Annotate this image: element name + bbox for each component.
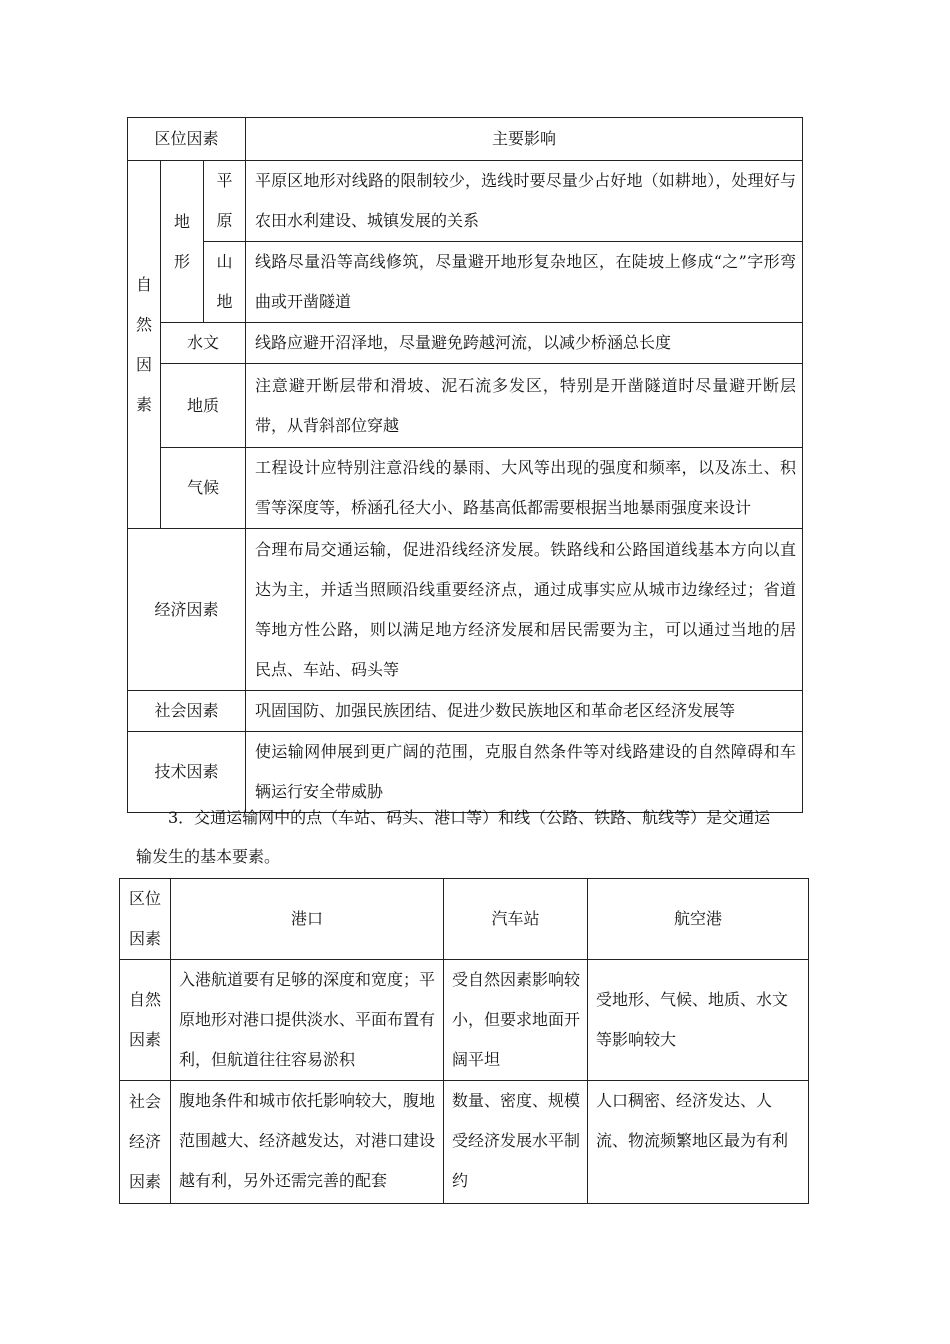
natural-factors-label: 自然 因素 bbox=[120, 960, 171, 1081]
economic-text: 合理布局交通运输，促进沿线经济发展。铁路线和公路国道线基本方向以直达为主，并适当照顾沿线重要经济点，通过成事实应从城市边缘经过；省道等地方性公路，则以满足地方经济发展和居民需要为主，可以通过当地的居民点、车站、码头等 bbox=[246, 529, 803, 691]
natural-port: 入港航道要有足够的深度和宽度；平原地形对港口提供淡水、平面布置有利，但航道往往容易淤积 bbox=[171, 960, 444, 1081]
header-factor: 区位 因素 bbox=[120, 879, 171, 960]
mountain-text: 线路尽量沿等高线修筑，尽量避开地形复杂地区，在陡坡上修成“之”字形弯曲或开凿隧道 bbox=[246, 242, 803, 323]
header-port: 港口 bbox=[171, 879, 444, 960]
geology-label: 地质 bbox=[161, 364, 246, 448]
geology-text: 注意避开断层带和滑坡、泥石流多发区，特别是开凿隧道时尽量避开断层带，从背斜部位穿越 bbox=[246, 364, 803, 448]
social-label: 社会因素 bbox=[128, 691, 246, 732]
plain-label: 平 原 bbox=[204, 161, 246, 242]
hydro-text: 线路应避开沼泽地，尽量避免跨越河流，以减少桥涵总长度 bbox=[246, 323, 803, 364]
header-bus-station: 汽车站 bbox=[444, 879, 588, 960]
tech-label: 技术因素 bbox=[128, 732, 246, 813]
natural-factors-label: 自 然 因 素 bbox=[128, 161, 161, 529]
social-text: 巩固国防、加强民族团结、促进少数民族地区和革命老区经济发展等 bbox=[246, 691, 803, 732]
mountain-label: 山 地 bbox=[204, 242, 246, 323]
economic-label: 经济因素 bbox=[128, 529, 246, 691]
transport-nodes-table bbox=[119, 878, 809, 1204]
tech-text: 使运输网伸展到更广阔的范围，克服自然条件等对线路建设的自然障碍和车辆运行安全带威胁 bbox=[246, 732, 803, 813]
header-factor: 区位因素 bbox=[128, 118, 246, 161]
socio-economic-label: 社会 经济 因素 bbox=[120, 1081, 171, 1204]
header-airport: 航空港 bbox=[588, 879, 809, 960]
hydro-label: 水文 bbox=[161, 323, 246, 364]
socio-port: 腹地条件和城市依托影响较大，腹地范围越大、经济越发达，对港口建设越有利，另外还需完善的配套 bbox=[171, 1081, 444, 1204]
natural-bus-station: 受自然因素影响较小，但要求地面开阔平坦 bbox=[444, 960, 588, 1081]
paragraph-line-2: 输发生的基本要素。 bbox=[136, 847, 281, 866]
header-impact: 主要影响 bbox=[246, 118, 803, 161]
natural-airport: 受地形、气候、地质、水文等影响较大 bbox=[588, 960, 809, 1081]
paragraph-line-1: 3．交通运输网中的点（车站、码头、港口等）和线（公路、铁路、航线等）是交通运 bbox=[168, 808, 771, 827]
socio-bus-station: 数量、密度、规模受经济发展水平制约 bbox=[444, 1081, 588, 1204]
plain-text: 平原区地形对线路的限制较少，选线时要尽量少占好地（如耕地），处理好与农田水利建设、城镇发展的关系 bbox=[246, 161, 803, 242]
terrain-label: 地 形 bbox=[161, 161, 204, 323]
climate-text: 工程设计应特别注意沿线的暴雨、大风等出现的强度和频率，以及冻土、积雪等深度等，桥涵孔径大小、路基高低都需要根据当地暴雨强度来设计 bbox=[246, 448, 803, 529]
climate-label: 气候 bbox=[161, 448, 246, 529]
socio-airport: 人口稠密、经济发达、人流、物流频繁地区最为有利 bbox=[588, 1081, 809, 1204]
route-factors-table bbox=[127, 117, 803, 813]
